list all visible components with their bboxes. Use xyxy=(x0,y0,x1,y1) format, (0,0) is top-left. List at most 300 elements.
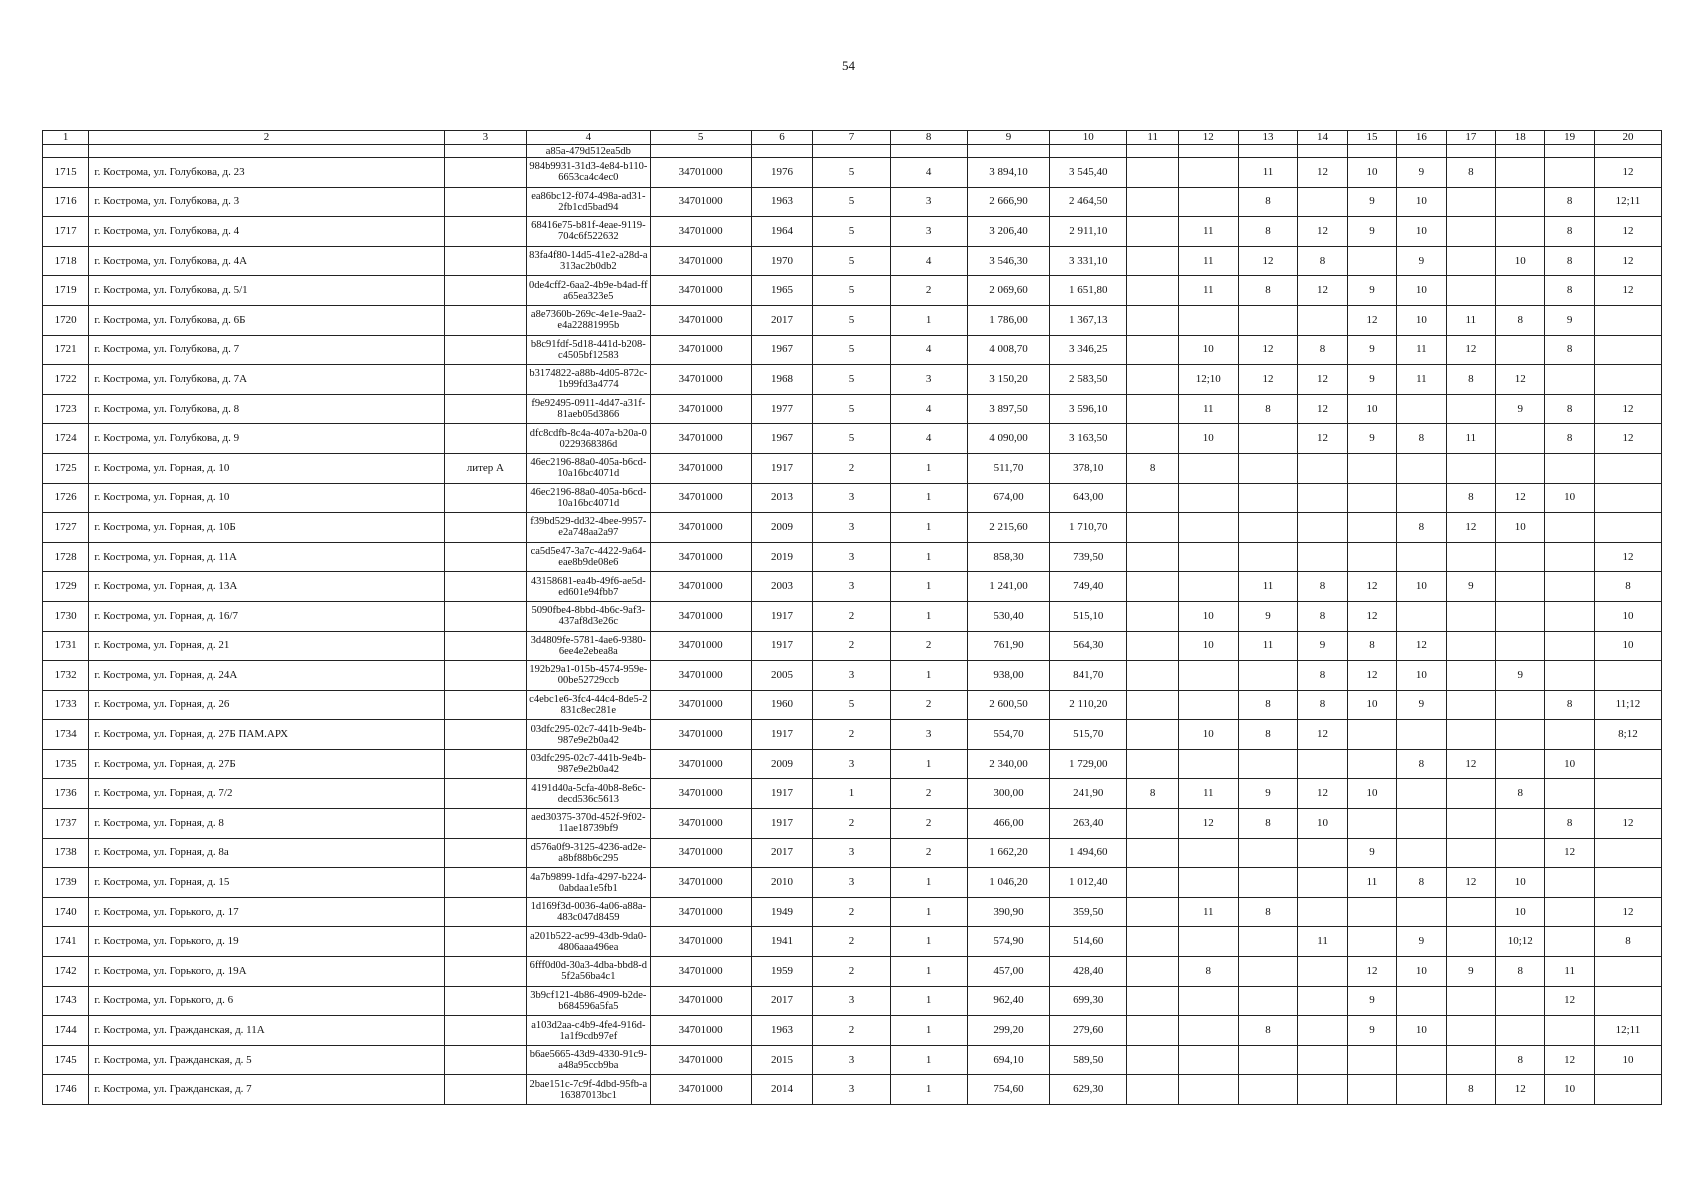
col11-cell xyxy=(1127,809,1178,839)
col13-cell: 9 xyxy=(1238,779,1298,809)
fias-guid-cell: 46ec2196-88a0-405a-b6cd-10a16bc4071d xyxy=(527,483,651,513)
floors-cell: 2 xyxy=(813,897,890,927)
column-header-6: 6 xyxy=(751,131,813,145)
col11-cell xyxy=(1127,986,1178,1016)
table-row xyxy=(43,986,1662,1016)
col19-cell: 11 xyxy=(1545,957,1594,987)
col18-cell xyxy=(1496,838,1545,868)
table-row xyxy=(43,1075,1662,1105)
row-number: 1721 xyxy=(43,335,89,365)
row-number: 1744 xyxy=(43,1016,89,1046)
note-cell xyxy=(444,986,526,1016)
address-cell: г. Кострома, ул. Горького, д. 19А xyxy=(89,957,444,987)
row-number: 1723 xyxy=(43,394,89,424)
col11-cell xyxy=(1127,158,1178,188)
year-cell: 1967 xyxy=(751,335,813,365)
col17-cell xyxy=(1446,897,1495,927)
col13-cell: 12 xyxy=(1238,335,1298,365)
entrances-cell: 4 xyxy=(890,424,967,454)
living-area-cell: 1 710,70 xyxy=(1050,513,1127,543)
total-area-cell: 390,90 xyxy=(967,897,1049,927)
entrances-cell: 1 xyxy=(890,868,967,898)
note-cell xyxy=(444,246,526,276)
col16-cell: 10 xyxy=(1397,1016,1446,1046)
col14-cell xyxy=(1298,749,1347,779)
col16-cell: 10 xyxy=(1397,957,1446,987)
col13-cell xyxy=(1238,483,1298,513)
col15-cell xyxy=(1347,1045,1396,1075)
col15-cell: 12 xyxy=(1347,957,1396,987)
col18-cell xyxy=(1496,720,1545,750)
address-cell: г. Кострома, ул. Голубкова, д. 8 xyxy=(89,394,444,424)
column-header-9: 9 xyxy=(967,131,1049,145)
oktmo-cell: 34701000 xyxy=(650,927,751,957)
col14-cell xyxy=(1298,542,1347,572)
col17-cell: 12 xyxy=(1446,335,1495,365)
total-area-cell: 3 894,10 xyxy=(967,158,1049,188)
entrances-cell: 4 xyxy=(890,246,967,276)
total-area-cell: 2 340,00 xyxy=(967,749,1049,779)
col14-cell: 12 xyxy=(1298,217,1347,247)
fias-guid-cell: a103d2aa-c4b9-4fe4-916d-1a1f9cdb97ef xyxy=(527,1016,651,1046)
note-cell xyxy=(444,276,526,306)
oktmo-cell: 34701000 xyxy=(650,513,751,543)
year-cell: 1960 xyxy=(751,690,813,720)
entrances-cell: 1 xyxy=(890,601,967,631)
col20-cell: 10 xyxy=(1594,631,1661,661)
col16-cell xyxy=(1397,601,1446,631)
table-row xyxy=(43,217,1662,247)
floors-cell: 5 xyxy=(813,217,890,247)
col15-cell: 9 xyxy=(1347,276,1396,306)
col20-cell: 8 xyxy=(1594,572,1661,602)
column-header-15: 15 xyxy=(1347,131,1396,145)
col18-cell xyxy=(1496,453,1545,483)
address-cell: г. Кострома, ул. Горького, д. 19 xyxy=(89,927,444,957)
row-number: 1729 xyxy=(43,572,89,602)
note-cell xyxy=(444,1075,526,1105)
living-area-cell: 515,10 xyxy=(1050,601,1127,631)
total-area-cell: 674,00 xyxy=(967,483,1049,513)
col11-cell xyxy=(1127,394,1178,424)
col13-cell xyxy=(1238,927,1298,957)
note-cell xyxy=(444,838,526,868)
floors-cell: 3 xyxy=(813,483,890,513)
note-cell xyxy=(444,335,526,365)
col11-cell xyxy=(1127,424,1178,454)
col16-cell: 9 xyxy=(1397,690,1446,720)
col12-cell xyxy=(1178,838,1238,868)
col17-cell xyxy=(1446,601,1495,631)
col17-cell: 12 xyxy=(1446,868,1495,898)
column-header-2: 2 xyxy=(89,131,444,145)
col14-cell: 8 xyxy=(1298,335,1347,365)
year-cell: 1970 xyxy=(751,246,813,276)
entrances-cell: 1 xyxy=(890,661,967,691)
table-row xyxy=(43,779,1662,809)
col13-cell xyxy=(1238,1075,1298,1105)
row-number: 1733 xyxy=(43,690,89,720)
col15-cell: 9 xyxy=(1347,986,1396,1016)
total-area-cell: 511,70 xyxy=(967,453,1049,483)
col12-cell: 10 xyxy=(1178,335,1238,365)
col18-cell: 8 xyxy=(1496,1045,1545,1075)
entrances-cell: 1 xyxy=(890,749,967,779)
col19-cell: 12 xyxy=(1545,838,1594,868)
col18-cell xyxy=(1496,335,1545,365)
col20-cell xyxy=(1594,1075,1661,1105)
col12-cell xyxy=(1178,690,1238,720)
col20-cell: 8;12 xyxy=(1594,720,1661,750)
row-number: 1728 xyxy=(43,542,89,572)
col17-cell xyxy=(1446,690,1495,720)
floors-cell: 2 xyxy=(813,453,890,483)
col20-cell xyxy=(1594,868,1661,898)
continuation-guid: a85a-479d512ea5db xyxy=(527,145,651,158)
col18-cell xyxy=(1496,986,1545,1016)
address-cell: г. Кострома, ул. Горная, д. 15 xyxy=(89,868,444,898)
col14-cell: 11 xyxy=(1298,927,1347,957)
col18-cell xyxy=(1496,1016,1545,1046)
col12-cell: 11 xyxy=(1178,394,1238,424)
col12-cell: 11 xyxy=(1178,276,1238,306)
table-row xyxy=(43,453,1662,483)
year-cell: 1968 xyxy=(751,365,813,395)
living-area-cell: 515,70 xyxy=(1050,720,1127,750)
total-area-cell: 4 008,70 xyxy=(967,335,1049,365)
col14-cell: 8 xyxy=(1298,572,1347,602)
col11-cell xyxy=(1127,631,1178,661)
col17-cell xyxy=(1446,217,1495,247)
col19-cell xyxy=(1545,868,1594,898)
floors-cell: 3 xyxy=(813,986,890,1016)
floors-cell: 5 xyxy=(813,394,890,424)
row-number: 1716 xyxy=(43,187,89,217)
row-number: 1736 xyxy=(43,779,89,809)
floors-cell: 5 xyxy=(813,158,890,188)
col18-cell: 8 xyxy=(1496,957,1545,987)
col19-cell xyxy=(1545,1016,1594,1046)
col15-cell: 9 xyxy=(1347,335,1396,365)
col17-cell xyxy=(1446,246,1495,276)
address-cell: г. Кострома, ул. Голубкова, д. 23 xyxy=(89,158,444,188)
oktmo-cell: 34701000 xyxy=(650,631,751,661)
address-cell: г. Кострома, ул. Голубкова, д. 9 xyxy=(89,424,444,454)
col11-cell xyxy=(1127,335,1178,365)
living-area-cell: 841,70 xyxy=(1050,661,1127,691)
fias-guid-cell: d576a0f9-3125-4236-ad2e-a8bf88b6c295 xyxy=(527,838,651,868)
col19-cell: 12 xyxy=(1545,1045,1594,1075)
address-cell: г. Кострома, ул. Горная, д. 27Б ПАМ.АРХ xyxy=(89,720,444,750)
table-row xyxy=(43,158,1662,188)
year-cell: 2013 xyxy=(751,483,813,513)
col15-cell: 11 xyxy=(1347,868,1396,898)
table-row xyxy=(43,690,1662,720)
entrances-cell: 2 xyxy=(890,631,967,661)
entrances-cell: 3 xyxy=(890,365,967,395)
note-cell xyxy=(444,483,526,513)
entrances-cell: 1 xyxy=(890,542,967,572)
col19-cell: 8 xyxy=(1545,276,1594,306)
floors-cell: 5 xyxy=(813,424,890,454)
fias-guid-cell: dfc8cdfb-8c4a-407a-b20a-00229368386d xyxy=(527,424,651,454)
note-cell: литер А xyxy=(444,453,526,483)
col13-cell xyxy=(1238,513,1298,543)
col18-cell: 12 xyxy=(1496,365,1545,395)
entrances-cell: 1 xyxy=(890,513,967,543)
total-area-cell: 574,90 xyxy=(967,927,1049,957)
col13-cell: 8 xyxy=(1238,690,1298,720)
col14-cell: 12 xyxy=(1298,720,1347,750)
col13-cell: 12 xyxy=(1238,365,1298,395)
fias-guid-cell: 68416e75-b81f-4eae-9119-704c6f522632 xyxy=(527,217,651,247)
col15-cell: 12 xyxy=(1347,661,1396,691)
col13-cell: 8 xyxy=(1238,394,1298,424)
page-number: 54 xyxy=(842,58,855,73)
col16-cell: 10 xyxy=(1397,661,1446,691)
fias-guid-cell: 6fff0d0d-30a3-4dba-bbd8-d5f2a56ba4c1 xyxy=(527,957,651,987)
address-cell: г. Кострома, ул. Горная, д. 21 xyxy=(89,631,444,661)
col16-cell: 10 xyxy=(1397,572,1446,602)
note-cell xyxy=(444,868,526,898)
col13-cell xyxy=(1238,868,1298,898)
col16-cell xyxy=(1397,779,1446,809)
col16-cell: 10 xyxy=(1397,217,1446,247)
row-number: 1734 xyxy=(43,720,89,750)
year-cell: 1941 xyxy=(751,927,813,957)
fias-guid-cell: 1d169f3d-0036-4a06-a88a-483c047d8459 xyxy=(527,897,651,927)
floors-cell: 5 xyxy=(813,276,890,306)
col20-cell: 12 xyxy=(1594,394,1661,424)
col17-cell xyxy=(1446,1016,1495,1046)
total-area-cell: 694,10 xyxy=(967,1045,1049,1075)
fias-guid-cell: 2bae151c-7c9f-4dbd-95fb-a16387013bc1 xyxy=(527,1075,651,1105)
col19-cell xyxy=(1545,927,1594,957)
oktmo-cell: 34701000 xyxy=(650,187,751,217)
note-cell xyxy=(444,661,526,691)
floors-cell: 2 xyxy=(813,927,890,957)
table-row xyxy=(43,868,1662,898)
col12-cell xyxy=(1178,927,1238,957)
column-header-20: 20 xyxy=(1594,131,1661,145)
oktmo-cell: 34701000 xyxy=(650,601,751,631)
col15-cell: 9 xyxy=(1347,187,1396,217)
table-row xyxy=(43,661,1662,691)
col12-cell xyxy=(1178,1075,1238,1105)
col13-cell: 8 xyxy=(1238,1016,1298,1046)
address-cell: г. Кострома, ул. Горная, д. 13А xyxy=(89,572,444,602)
col18-cell: 8 xyxy=(1496,779,1545,809)
col16-cell xyxy=(1397,1045,1446,1075)
col15-cell: 10 xyxy=(1347,394,1396,424)
total-area-cell: 2 069,60 xyxy=(967,276,1049,306)
col15-cell: 9 xyxy=(1347,1016,1396,1046)
table-row xyxy=(43,305,1662,335)
living-area-cell: 378,10 xyxy=(1050,453,1127,483)
col18-cell xyxy=(1496,217,1545,247)
col16-cell xyxy=(1397,1075,1446,1105)
row-number: 1745 xyxy=(43,1045,89,1075)
col17-cell xyxy=(1446,838,1495,868)
oktmo-cell: 34701000 xyxy=(650,335,751,365)
col19-cell xyxy=(1545,513,1594,543)
col18-cell: 10 xyxy=(1496,868,1545,898)
col19-cell: 12 xyxy=(1545,986,1594,1016)
fias-guid-cell: 4191d40a-5cfa-40b8-8e6c-decd536c5613 xyxy=(527,779,651,809)
floors-cell: 5 xyxy=(813,335,890,365)
col11-cell: 8 xyxy=(1127,779,1178,809)
col11-cell xyxy=(1127,483,1178,513)
note-cell xyxy=(444,305,526,335)
col13-cell: 11 xyxy=(1238,631,1298,661)
address-cell: г. Кострома, ул. Голубкова, д. 5/1 xyxy=(89,276,444,306)
row-number: 1741 xyxy=(43,927,89,957)
address-cell: г. Кострома, ул. Гражданская, д. 5 xyxy=(89,1045,444,1075)
col16-cell: 11 xyxy=(1397,365,1446,395)
col16-cell xyxy=(1397,394,1446,424)
total-area-cell: 2 666,90 xyxy=(967,187,1049,217)
address-cell: г. Кострома, ул. Гражданская, д. 11А xyxy=(89,1016,444,1046)
living-area-cell: 564,30 xyxy=(1050,631,1127,661)
col16-cell: 8 xyxy=(1397,513,1446,543)
total-area-cell: 754,60 xyxy=(967,1075,1049,1105)
entrances-cell: 1 xyxy=(890,453,967,483)
row-number: 1743 xyxy=(43,986,89,1016)
table-row xyxy=(43,897,1662,927)
row-number: 1739 xyxy=(43,868,89,898)
col16-cell: 8 xyxy=(1397,424,1446,454)
address-cell: г. Кострома, ул. Гражданская, д. 7 xyxy=(89,1075,444,1105)
year-cell: 2017 xyxy=(751,838,813,868)
oktmo-cell: 34701000 xyxy=(650,572,751,602)
col12-cell xyxy=(1178,1016,1238,1046)
col19-cell: 8 xyxy=(1545,217,1594,247)
col12-cell xyxy=(1178,158,1238,188)
col14-cell: 12 xyxy=(1298,365,1347,395)
col16-cell: 9 xyxy=(1397,158,1446,188)
table-row xyxy=(43,483,1662,513)
total-area-cell: 530,40 xyxy=(967,601,1049,631)
col19-cell: 10 xyxy=(1545,1075,1594,1105)
living-area-cell: 699,30 xyxy=(1050,986,1127,1016)
col17-cell: 12 xyxy=(1446,749,1495,779)
column-header-4: 4 xyxy=(527,131,651,145)
note-cell xyxy=(444,631,526,661)
col14-cell xyxy=(1298,838,1347,868)
table-row xyxy=(43,809,1662,839)
col20-cell: 12;11 xyxy=(1594,1016,1661,1046)
col15-cell xyxy=(1347,720,1396,750)
row-number: 1722 xyxy=(43,365,89,395)
col13-cell xyxy=(1238,542,1298,572)
col11-cell xyxy=(1127,601,1178,631)
address-cell: г. Кострома, ул. Горная, д. 10 xyxy=(89,483,444,513)
col11-cell xyxy=(1127,749,1178,779)
col14-cell: 12 xyxy=(1298,424,1347,454)
oktmo-cell: 34701000 xyxy=(650,158,751,188)
table-row xyxy=(43,246,1662,276)
col17-cell xyxy=(1446,720,1495,750)
address-cell: г. Кострома, ул. Горная, д. 10 xyxy=(89,453,444,483)
col20-cell: 12 xyxy=(1594,217,1661,247)
col14-cell: 10 xyxy=(1298,809,1347,839)
col20-cell xyxy=(1594,749,1661,779)
col20-cell: 12 xyxy=(1594,542,1661,572)
col19-cell: 8 xyxy=(1545,335,1594,365)
col13-cell xyxy=(1238,305,1298,335)
entrances-cell: 4 xyxy=(890,335,967,365)
entrances-cell: 2 xyxy=(890,690,967,720)
col18-cell xyxy=(1496,601,1545,631)
col17-cell: 8 xyxy=(1446,483,1495,513)
living-area-cell: 1 729,00 xyxy=(1050,749,1127,779)
table-row xyxy=(43,631,1662,661)
entrances-cell: 1 xyxy=(890,897,967,927)
row-number: 1737 xyxy=(43,809,89,839)
oktmo-cell: 34701000 xyxy=(650,1016,751,1046)
year-cell: 1959 xyxy=(751,957,813,987)
col20-cell xyxy=(1594,838,1661,868)
column-header-19: 19 xyxy=(1545,131,1594,145)
col16-cell xyxy=(1397,838,1446,868)
table-row xyxy=(43,1045,1662,1075)
table-row xyxy=(43,749,1662,779)
note-cell xyxy=(444,690,526,720)
col20-cell xyxy=(1594,513,1661,543)
col20-cell xyxy=(1594,779,1661,809)
col15-cell: 10 xyxy=(1347,690,1396,720)
col17-cell: 8 xyxy=(1446,1075,1495,1105)
total-area-cell: 554,70 xyxy=(967,720,1049,750)
table-row xyxy=(43,601,1662,631)
total-area-cell: 1 662,20 xyxy=(967,838,1049,868)
col18-cell: 10 xyxy=(1496,513,1545,543)
note-cell xyxy=(444,424,526,454)
col17-cell: 11 xyxy=(1446,424,1495,454)
col12-cell xyxy=(1178,572,1238,602)
col17-cell: 8 xyxy=(1446,158,1495,188)
col18-cell: 12 xyxy=(1496,1075,1545,1105)
address-cell: г. Кострома, ул. Голубкова, д. 7А xyxy=(89,365,444,395)
col20-cell: 8 xyxy=(1594,927,1661,957)
year-cell: 2015 xyxy=(751,1045,813,1075)
total-area-cell: 3 150,20 xyxy=(967,365,1049,395)
col20-cell: 11;12 xyxy=(1594,690,1661,720)
col17-cell xyxy=(1446,276,1495,306)
col14-cell xyxy=(1298,868,1347,898)
col14-cell xyxy=(1298,1016,1347,1046)
col12-cell: 10 xyxy=(1178,631,1238,661)
col17-cell: 12 xyxy=(1446,513,1495,543)
column-header-8: 8 xyxy=(890,131,967,145)
col14-cell xyxy=(1298,187,1347,217)
col13-cell xyxy=(1238,424,1298,454)
table-row xyxy=(43,927,1662,957)
col16-cell xyxy=(1397,483,1446,513)
col17-cell xyxy=(1446,661,1495,691)
col20-cell: 10 xyxy=(1594,1045,1661,1075)
note-cell xyxy=(444,572,526,602)
col19-cell: 8 xyxy=(1545,246,1594,276)
fias-guid-cell: f9e92495-0911-4d47-a31f-81aeb05d3866 xyxy=(527,394,651,424)
col19-cell: 8 xyxy=(1545,424,1594,454)
entrances-cell: 3 xyxy=(890,720,967,750)
col16-cell xyxy=(1397,809,1446,839)
col16-cell: 9 xyxy=(1397,927,1446,957)
table-body xyxy=(43,145,1662,1105)
living-area-cell: 739,50 xyxy=(1050,542,1127,572)
col13-cell: 9 xyxy=(1238,601,1298,631)
